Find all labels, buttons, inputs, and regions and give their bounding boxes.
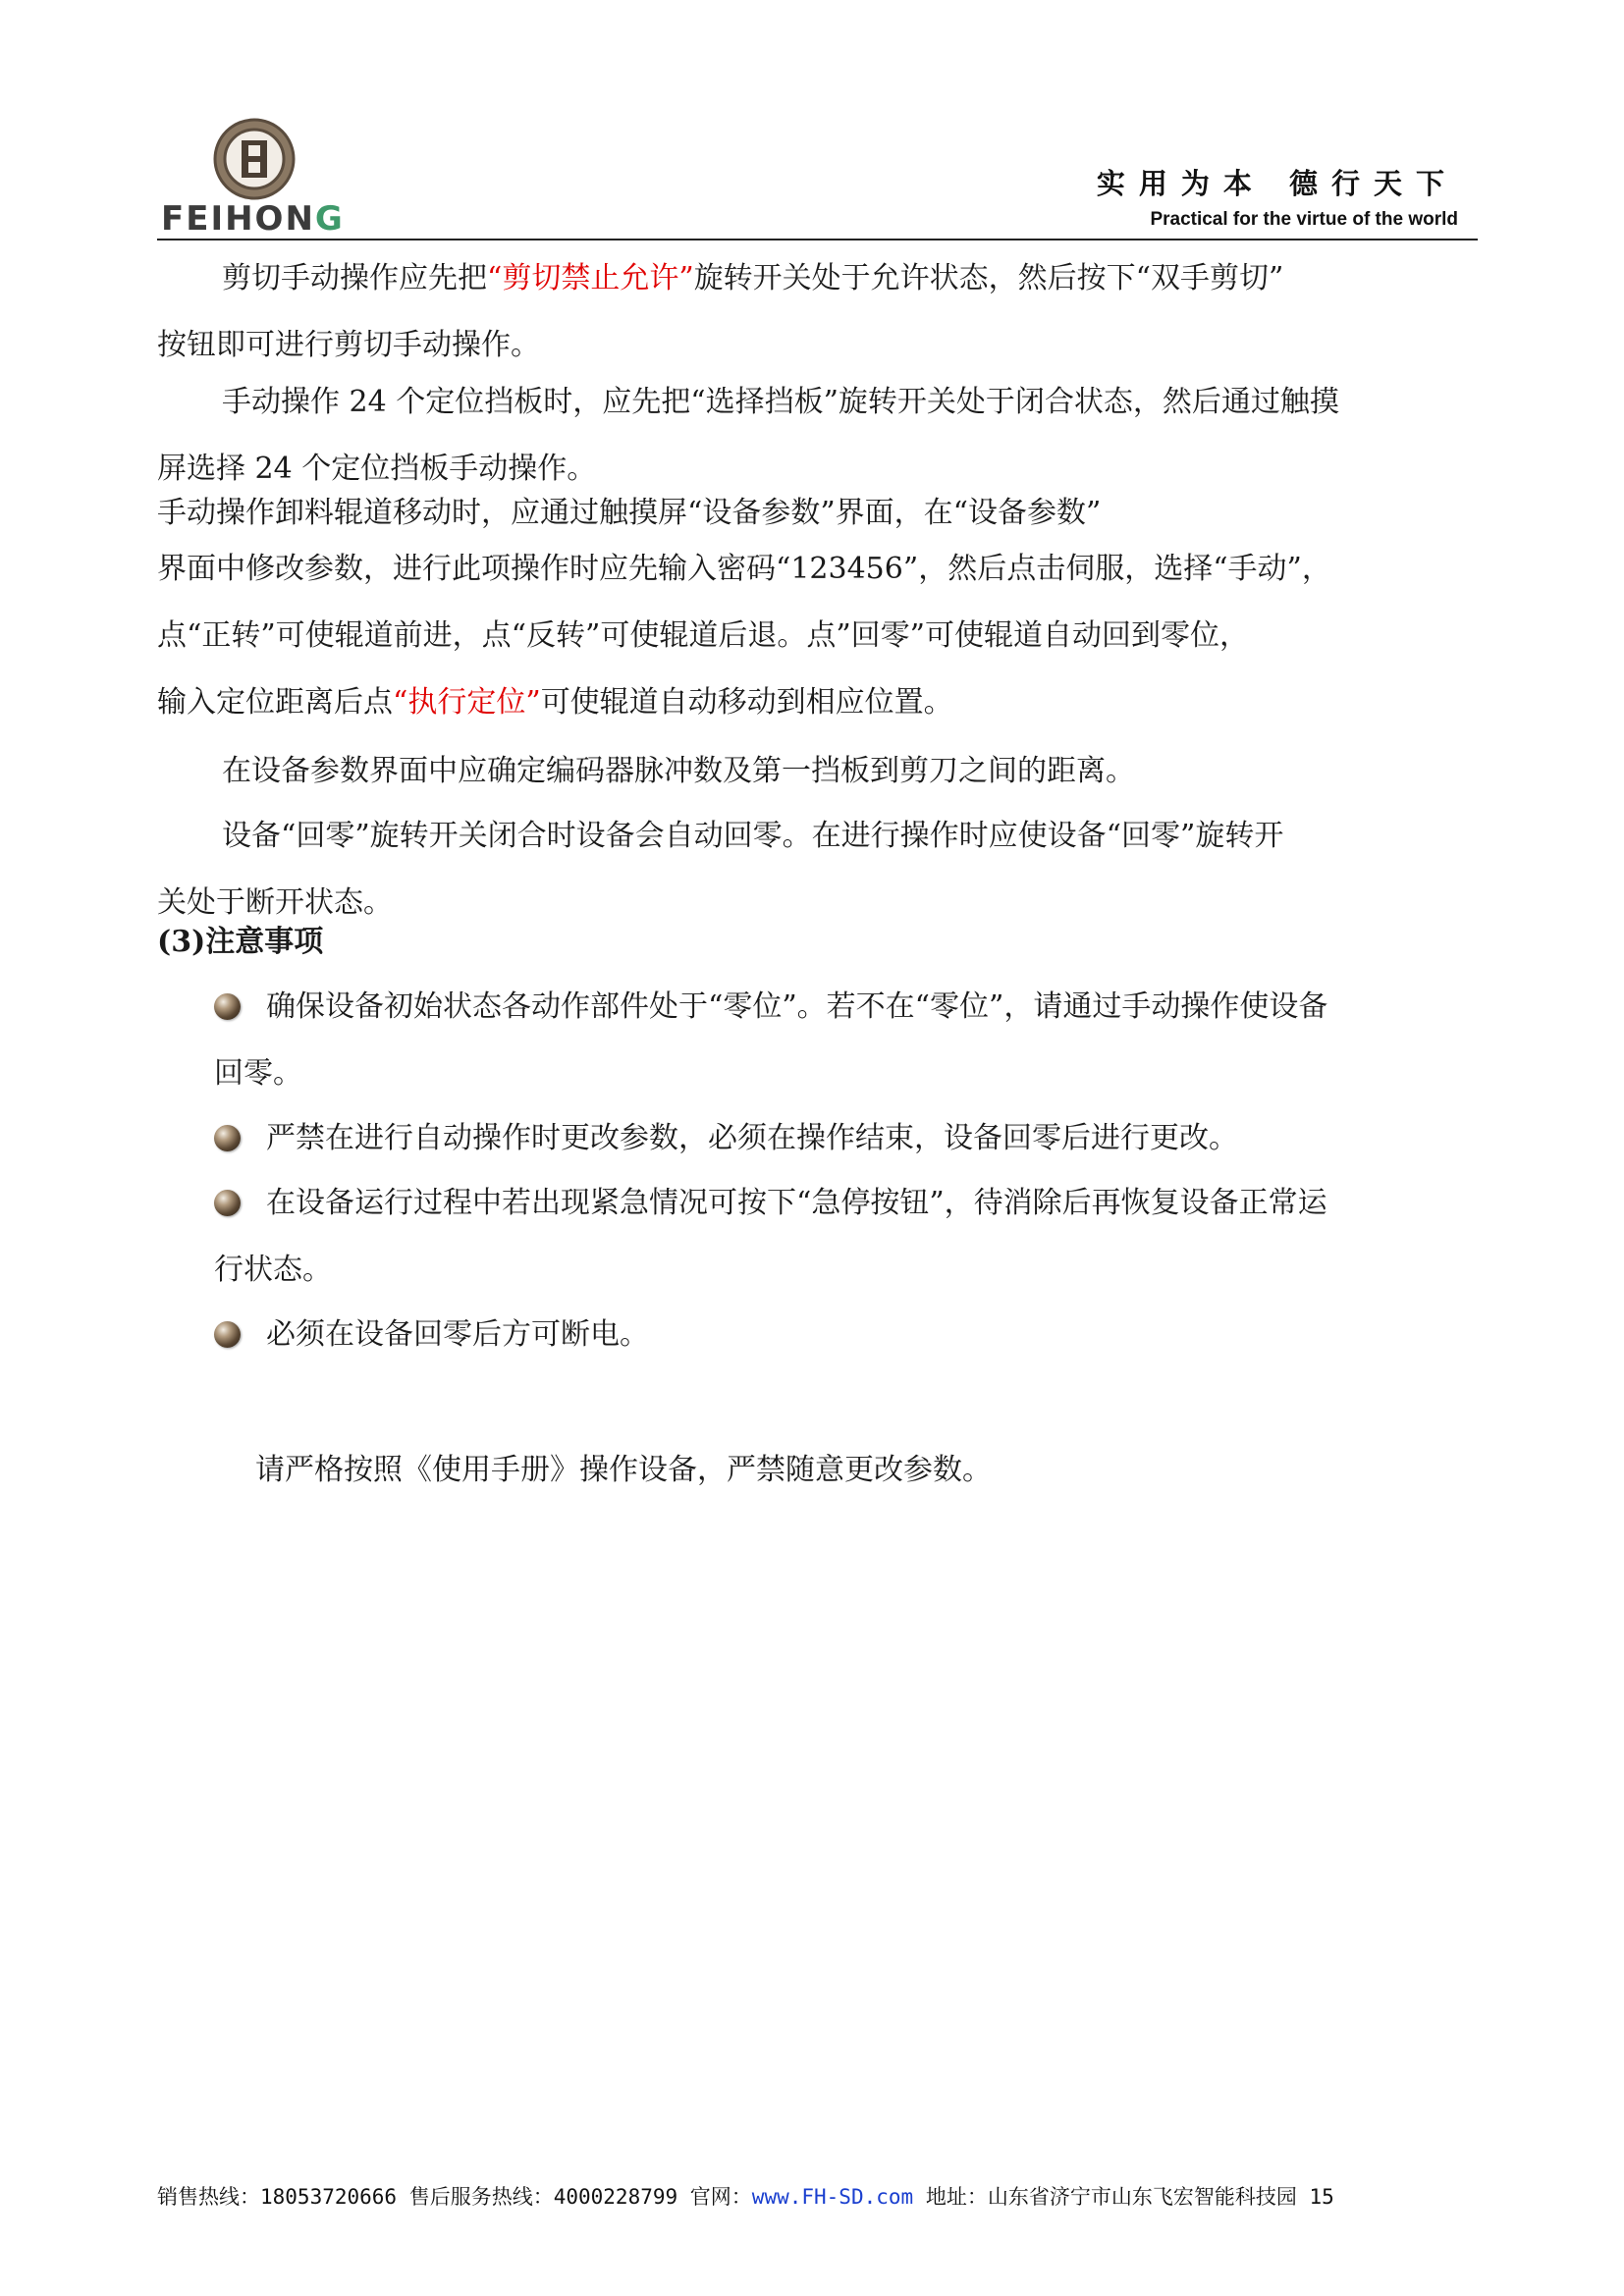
page-number: 15 — [1309, 2185, 1334, 2209]
sales-hotline: 销售热线：18053720666 售后服务热线：4000228799 官网： — [157, 2185, 752, 2209]
page-header — [157, 113, 1478, 239]
paragraph-zero-return: 设备“回零”旋转开关闭合时设备会自动回零。在进行操作时应使设备“回零”旋转开 关处于断开状态。 — [157, 819, 1284, 920]
list-item: 必须在设备回零后方可断电。 — [214, 1302, 1481, 1368]
list-item: 严禁在进行自动操作时更改参数，必须在操作结束，设备回零后进行更改。 — [214, 1105, 1481, 1172]
address-text: 地址：山东省济宁市山东飞宏智能科技园 — [913, 2185, 1297, 2209]
section-title: (3)注意事项 — [157, 925, 324, 959]
bullet-ball-icon — [214, 1190, 241, 1216]
bullet-ball-icon — [214, 1125, 241, 1151]
paragraph-baffle-manual: 手动操作 24 个定位挡板时，应先把“选择挡板”旋转开关处于闭合状态，然后通过触摸 屏选择 24 个定位挡板手动操作。 — [157, 385, 1339, 486]
feihong-logo — [157, 113, 353, 239]
website-link[interactable]: www.FH-SD.com — [751, 2185, 914, 2209]
paragraph-roller-manual: 手动操作卸料辊道移动时，应通过触摸屏“设备参数”界面，在“设备参数” 界面中修改参数，进行此项操作时应先输入密码“123456”，然后点击伺服，选择“手动”， 点“正转”可使辊道前进，点“反转”可使辊道后退。点”回零”可使辊道自动回到零位， 输入定位距离后点“执行定位”可使辊道自动移动到相应位置。 — [157, 496, 1331, 720]
emphasis-text: “执行定位” — [393, 685, 541, 720]
bullet-ball-icon — [214, 993, 241, 1020]
emphasis-text: “剪切禁止允许” — [487, 261, 694, 295]
paragraph-encoder: 在设备参数界面中应确定编码器脉冲数及第一挡板到剪刀之间的距离。 — [222, 754, 1135, 788]
list-item: 在设备运行过程中若出现紧急情况可按下“急停按钮”，待消除后再恢复设备正常运 行状态。 — [214, 1186, 1327, 1287]
logo-wordmark: FEIHONG — [161, 199, 345, 239]
page-footer — [157, 2181, 1478, 2211]
slogan-english: Practical for the virtue of the world — [1150, 209, 1458, 230]
bullet-ball-icon — [214, 1321, 241, 1348]
closing-note: 请严格按照《使用手册》操作设备，严禁随意更改参数。 — [255, 1453, 992, 1487]
logo-emblem-icon — [212, 117, 297, 201]
list-item: 确保设备初始状态各动作部件处于“零位”。若不在“零位”，请通过手动操作使设备 回零。 — [214, 989, 1328, 1091]
header-divider — [157, 239, 1478, 240]
slogan-chinese: 实用为本 德行天下 — [1096, 167, 1458, 200]
paragraph-shear-manual: 剪切手动操作应先把“剪切禁止允许”旋转开关处于允许状态，然后按下“双手剪切” 按钮即可进行剪切手动操作。 — [157, 261, 1284, 362]
